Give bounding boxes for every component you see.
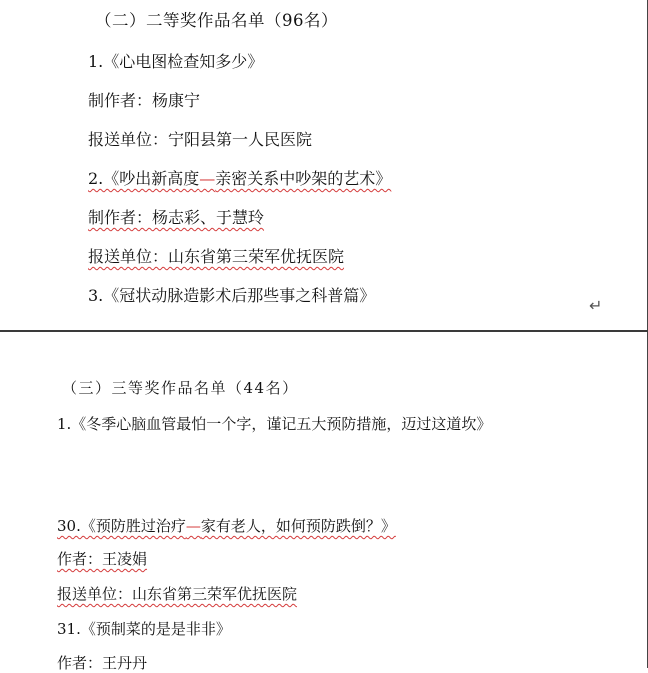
entry-title-part: 家有老人，如何预防跌倒？》 (200, 517, 396, 535)
entry-title-flagged (57, 516, 396, 536)
entry-title-part: 30.《预防胜过治疗 (57, 517, 186, 535)
entry-unit-flagged: 报送单位：山东省第三荣军优抚医院 (57, 585, 298, 603)
entry-author: 作者：王丹丹 (57, 654, 148, 672)
section-heading-second-prize: （二）二等奖作品名单（96名） (95, 11, 338, 30)
paragraph-mark-icon: ↵ (589, 296, 603, 315)
entry-title-part: 2.《吵出新高度 (88, 169, 200, 188)
entry-title: 1.《心电图检查知多少》 (88, 52, 264, 71)
section-heading-third-prize: （三）三等奖作品名单（44名） (62, 379, 299, 397)
entry-title-flagged (88, 168, 391, 190)
entry-unit-flagged: 报送单位：山东省第三荣军优抚医院 (88, 247, 345, 266)
entry-title: 31.《预制菜的是是非非》 (57, 620, 231, 638)
em-dash: — (199, 169, 216, 188)
document-page-bottom (0, 332, 648, 672)
entry-unit: 报送单位：宁阳县第一人民医院 (88, 130, 313, 149)
document-page-top (0, 0, 648, 330)
entry-title: 1.《冬季心脑血管最怕一个字，谨记五大预防措施，迈过这道坎》 (57, 415, 492, 433)
entry-author-flagged: 制作者：杨志彩、于慧玲 (88, 208, 265, 227)
entry-author-flagged: 作者：王凌娟 (57, 550, 148, 568)
entry-title: 3.《冠状动脉造影术后那些事之科普篇》 (88, 286, 376, 305)
entry-title-part: 亲密关系中吵架的艺术》 (215, 169, 392, 188)
em-dash: — (185, 517, 201, 535)
entry-author: 制作者：杨康宁 (88, 91, 201, 110)
